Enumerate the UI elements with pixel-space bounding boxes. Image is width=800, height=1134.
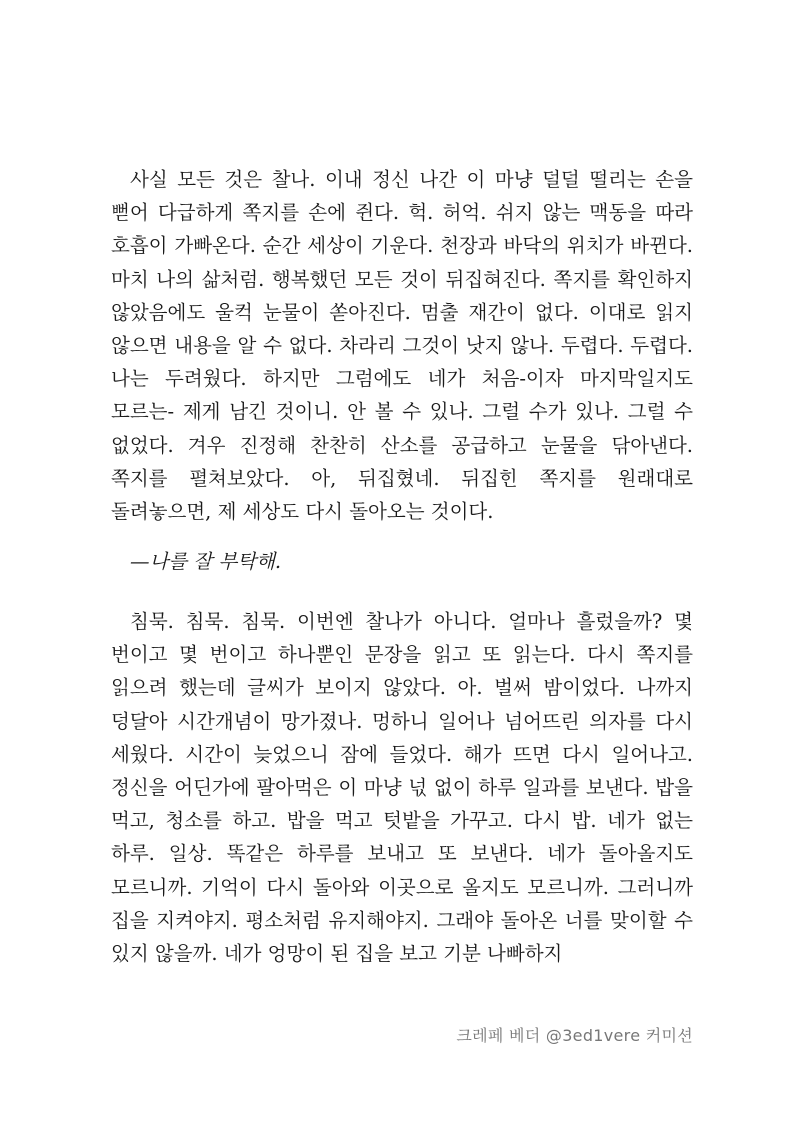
footer-credit: 크레페 베더 @3ed1vere 커미션 <box>456 1026 693 1045</box>
quote-paragraph: —나를 잘 부탁해. <box>130 550 282 573</box>
body-paragraph-1: 사실 모든 것은 찰나. 이내 정신 나간 이 마냥 덜덜 떨리는 손을 뻗어 다급하게 쪽지를 손에 쥔다. 헉. 허억. 쉬지 않는 맥동을 따라 호흡이 가빠온다. 순간 세상이 기운다. 천장과 바닥의 위치가 바뀐다. 마치 나의 삶처럼. 행복했던 모든 것이 뒤집혀진다. 쪽지를 확인하지 않았음에도 울컥 눈물이 쏟아진다. 멈출 재간이 없다. 이대로 읽지 않으면 내용을 알 수 없다. 차라리 그것이 낫지 않나. 두렵다. 두렵다. 나는 두려웠다. 하지만 그럼에도 네가 처음-이자 마지막일지도 모르는- 제게 남긴 것이니. 안 볼 수 있나. 그럴 수가 있나. 그럴 수 없었다. 겨우 진정해 찬찬히 산소를 공급하고 눈물을 닦아낸다. 쪽지를 펼쳐보았다. 아, 뒤집혔네. 뒤집힌 쪽지를 원래대로 돌려놓으면, 제 세상도 다시 돌아오는 것이다. <box>111 168 693 524</box>
body-paragraph-2: 침묵. 침묵. 침묵. 이번엔 찰나가 아니다. 얼마나 흘렀을까? 몇 번이고 몇 번이고 하나뿐인 문장을 읽고 또 읽는다. 다시 쪽지를 읽으려 했는데 글씨가 보이지 않았다. 아. 벌써 밤이었다. 나까지 덩달아 시간개념이 망가졌나. 멍하니 일어나 넘어뜨린 의자를 다시 세웠다. 시간이 늦었으니 잠에 들었다. 해가 뜨면 다시 일어나고. 정신을 어딘가에 팔아먹은 이 마냥 넋 없이 하루 일과를 보낸다. 밥을 먹고, 청소를 하고. 밥을 먹고 텃밭을 가꾸고. 다시 밥. 네가 없는 하루. 일상. 똑같은 하루를 보내고 또 보낸다. 네가 돌아올지도 모르니까. 기억이 다시 돌아와 이곳으로 올지도 모르니까. 그러니까 집을 지켜야지. 평소처럼 유지해야지. 그래야 돌아온 너를 맞이할 수 있지 않을까. 네가 엉망이 된 집을 보고 기분 나빠하지 <box>111 610 693 966</box>
